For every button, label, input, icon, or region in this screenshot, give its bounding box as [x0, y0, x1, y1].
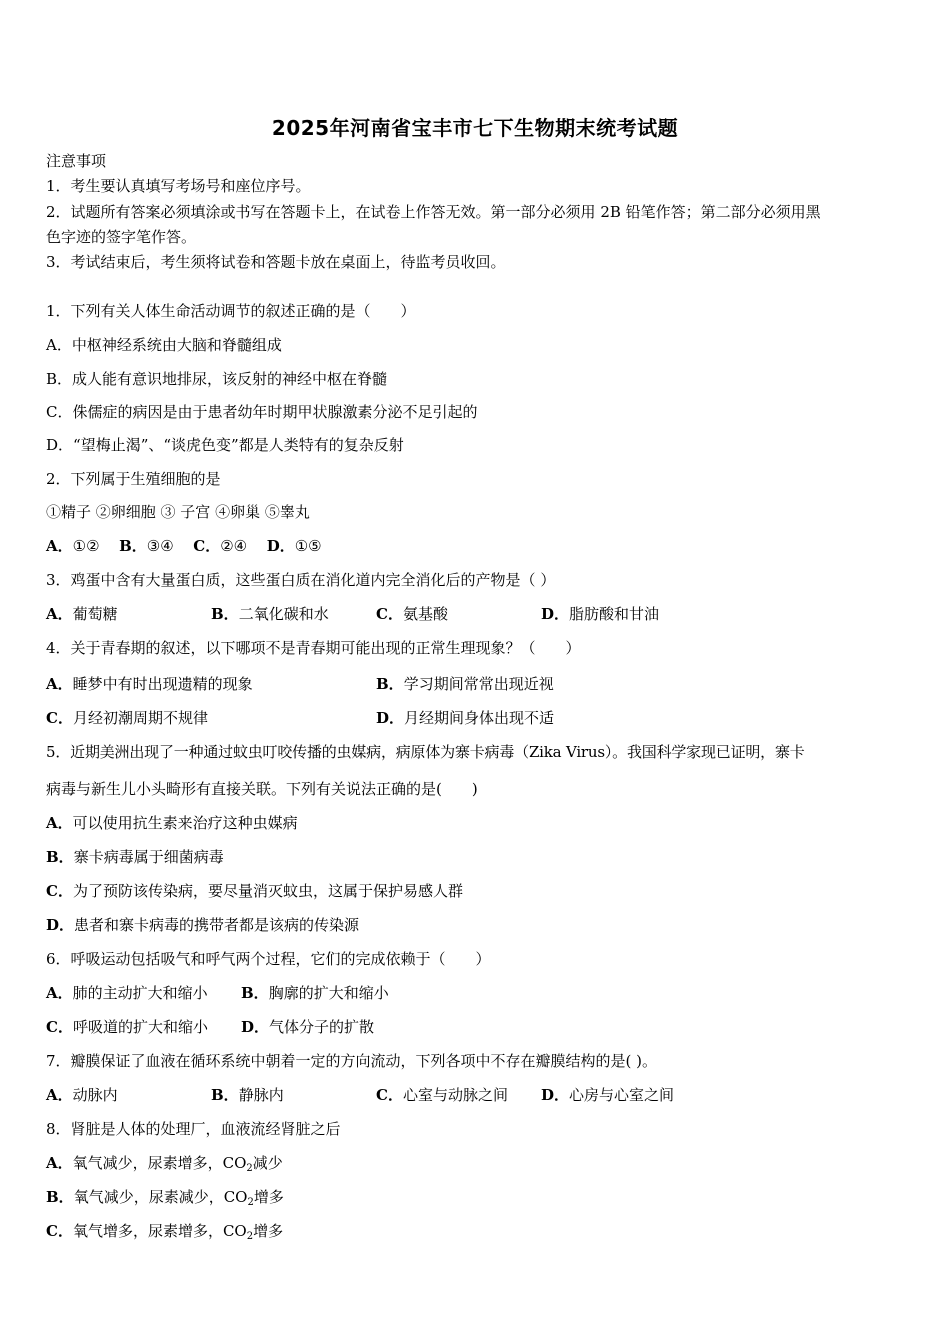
q3-d: 脂肪酸和甘油 [569, 605, 660, 623]
q3-option-d [541, 604, 659, 624]
q8-a-subscript: 2 [246, 1163, 253, 1174]
q8-a-tail: 减少 [252, 1154, 283, 1172]
q3-option-b [211, 604, 329, 624]
q5-a-label: A． [46, 814, 73, 832]
q5-stem-line2: 病毒与新生儿小头畸形有直接关联。下列有关说法正确的是( ) [46, 780, 478, 798]
q7-option-b [211, 1085, 284, 1105]
q7-option-c [376, 1085, 508, 1105]
q6-option-a [46, 983, 208, 1003]
note-item-3: 3．考试结束后，考生须将试卷和答题卡放在桌面上，待监考员收回。 [46, 253, 506, 271]
q5-option-d [46, 915, 359, 935]
q5-b-label: B． [46, 848, 74, 866]
q7-b-label: B． [211, 1086, 239, 1104]
q6-a-label: A． [46, 984, 73, 1002]
q8-c-subscript: 2 [246, 1231, 254, 1242]
q5-d: 患者和寨卡病毒的携带者都是该病的传染源 [74, 916, 360, 934]
note-item-2: 2．试题所有答案必须填涂或书写在答题卡上，在试卷上作答无效。第一部分必须用 2B 铅笔作答；第二部分必须用黑 [46, 203, 821, 221]
q7-b: 静脉内 [238, 1086, 284, 1104]
q2-stem: 2．下列属于生殖细胞的是 [46, 470, 221, 488]
q8-b-subscript: 2 [247, 1197, 254, 1208]
q1-option-c: C．侏儒症的病因是由于患者幼年时期甲状腺激素分泌不足引起的 [46, 403, 478, 421]
q5-b: 寨卡病毒属于细菌病毒 [73, 848, 224, 866]
q7-d-label: D． [541, 1086, 570, 1104]
q1-option-b: B．成人能有意识地排尿，该反射的神经中枢在脊髓 [46, 370, 388, 388]
q6-b: 胸廓的扩大和缩小 [268, 984, 389, 1002]
q4-option-b [376, 674, 554, 694]
q4-c: 月经初潮周期不规律 [72, 709, 208, 727]
q2-c-label: C． [193, 537, 221, 555]
q7-option-a [46, 1085, 118, 1105]
q2-d-label: D． [266, 537, 295, 555]
q3-d-label: D． [541, 605, 570, 623]
q6-d: 气体分子的扩散 [269, 1018, 375, 1036]
q2-b-label: B． [119, 537, 147, 555]
q6-c: 呼吸道的扩大和缩小 [72, 1018, 208, 1036]
q8-c-label: C． [46, 1222, 73, 1240]
q3-option-a [46, 604, 118, 624]
q8-option-c [46, 1221, 283, 1247]
q7-c-label: C． [376, 1086, 403, 1104]
q4-b-label: B． [376, 675, 404, 693]
q3-c-label: C． [376, 605, 403, 623]
q2-b: ③④ [146, 537, 174, 555]
q4-option-d [376, 708, 554, 728]
note-item-2-cont: 色字迹的签字笔作答。 [46, 228, 197, 246]
q2-items: ①精子 ②卵细胞 ③ 子宫 ④卵巢 ⑤睾丸 [46, 503, 310, 521]
q8-b-tail: 增多 [253, 1188, 284, 1206]
q5-c: 为了预防该传染病，要尽量消灭蚊虫，这属于保护易感人群 [72, 882, 463, 900]
q5-option-b [46, 847, 224, 867]
q1-stem: 1．下列有关人体生命活动调节的叙述正确的是（ ） [46, 302, 416, 320]
q2-d: ①⑤ [294, 537, 322, 555]
q4-d: 月经期间身体出现不适 [404, 709, 555, 727]
q6-a: 肺的主动扩大和缩小 [72, 984, 208, 1002]
q7-stem: 7．瓣膜保证了血液在循环系统中朝着一定的方向流动，下列各项中不存在瓣膜结构的是( )。 [46, 1052, 658, 1070]
q2-a: ①② [72, 537, 100, 555]
q6-d-label: D． [241, 1018, 270, 1036]
q5-a: 可以使用抗生素来治疗这种虫媒病 [72, 814, 298, 832]
q7-c: 心室与动脉之间 [402, 1086, 508, 1104]
q5-d-label: D． [46, 916, 75, 934]
q4-option-c [46, 708, 208, 728]
q3-c: 氨基酸 [402, 605, 448, 623]
q5-option-c [46, 881, 463, 901]
q3-stem: 3．鸡蛋中含有大量蛋白质，这些蛋白质在消化道内完全消化后的产物是（ ） [46, 571, 556, 589]
q5-c-label: C． [46, 882, 73, 900]
q3-a-label: A． [46, 605, 73, 623]
q1-option-d: D．“望梅止渴”、“谈虎色变”都是人类特有的复杂反射 [46, 436, 404, 454]
q6-option-c [46, 1017, 208, 1037]
q8-c-text: 氧气增多，尿素增多，CO [72, 1222, 247, 1240]
q6-b-label: B． [241, 984, 269, 1002]
q3-b-label: B． [211, 605, 239, 623]
q7-a: 动脉内 [72, 1086, 118, 1104]
q8-stem: 8．肾脏是人体的处理厂，血液流经肾脏之后 [46, 1120, 341, 1138]
q6-option-d [241, 1017, 374, 1037]
page-title: 2025年河南省宝丰市七下生物期末统考试题 [271, 116, 679, 140]
q3-option-c [376, 604, 448, 624]
q2-c: ②④ [220, 537, 248, 555]
q4-d-label: D． [376, 709, 405, 727]
q2-a-label: A． [46, 537, 73, 555]
note-item-1: 1．考生要认真填写考场号和座位序号。 [46, 177, 311, 195]
q6-c-label: C． [46, 1018, 73, 1036]
q3-b: 二氧化碳和水 [238, 605, 329, 623]
q7-a-label: A． [46, 1086, 73, 1104]
q8-c-tail: 增多 [253, 1222, 284, 1240]
q4-stem: 4．关于青春期的叙述，以下哪项不是青春期可能出现的正常生理现象？（ ） [46, 639, 581, 657]
q4-b: 学习期间常常出现近视 [403, 675, 554, 693]
q6-stem: 6．呼吸运动包括吸气和呼气两个过程，它们的完成依赖于（ ） [46, 950, 491, 968]
q5-option-a [46, 813, 298, 833]
q8-a-label: A． [46, 1154, 73, 1172]
notes-heading: 注意事项 [46, 152, 107, 170]
q7-d: 心房与心室之间 [569, 1086, 675, 1104]
q4-c-label: C． [46, 709, 73, 727]
q8-option-b [46, 1187, 284, 1213]
q8-a-text: 氧气减少，尿素增多，CO [72, 1154, 247, 1172]
q6-option-b [241, 983, 389, 1003]
q8-b-text: 氧气减少，尿素减少，CO [73, 1188, 248, 1206]
q8-option-a [46, 1153, 283, 1179]
q4-a-label: A． [46, 675, 73, 693]
q8-b-label: B． [46, 1188, 74, 1206]
q7-option-d [541, 1085, 674, 1105]
q4-a: 睡梦中有时出现遗精的现象 [72, 675, 253, 693]
q1-option-a: A．中枢神经系统由大脑和脊髓组成 [46, 336, 282, 354]
q5-stem-line1: 5．近期美洲出现了一种通过蚊虫叮咬传播的虫媒病，病原体为寨卡病毒（Zika Virus）。我国科学家现已证明，寨卡 [46, 743, 805, 761]
q2-options [46, 536, 322, 556]
q3-a: 葡萄糖 [72, 605, 118, 623]
q4-option-a [46, 674, 253, 694]
